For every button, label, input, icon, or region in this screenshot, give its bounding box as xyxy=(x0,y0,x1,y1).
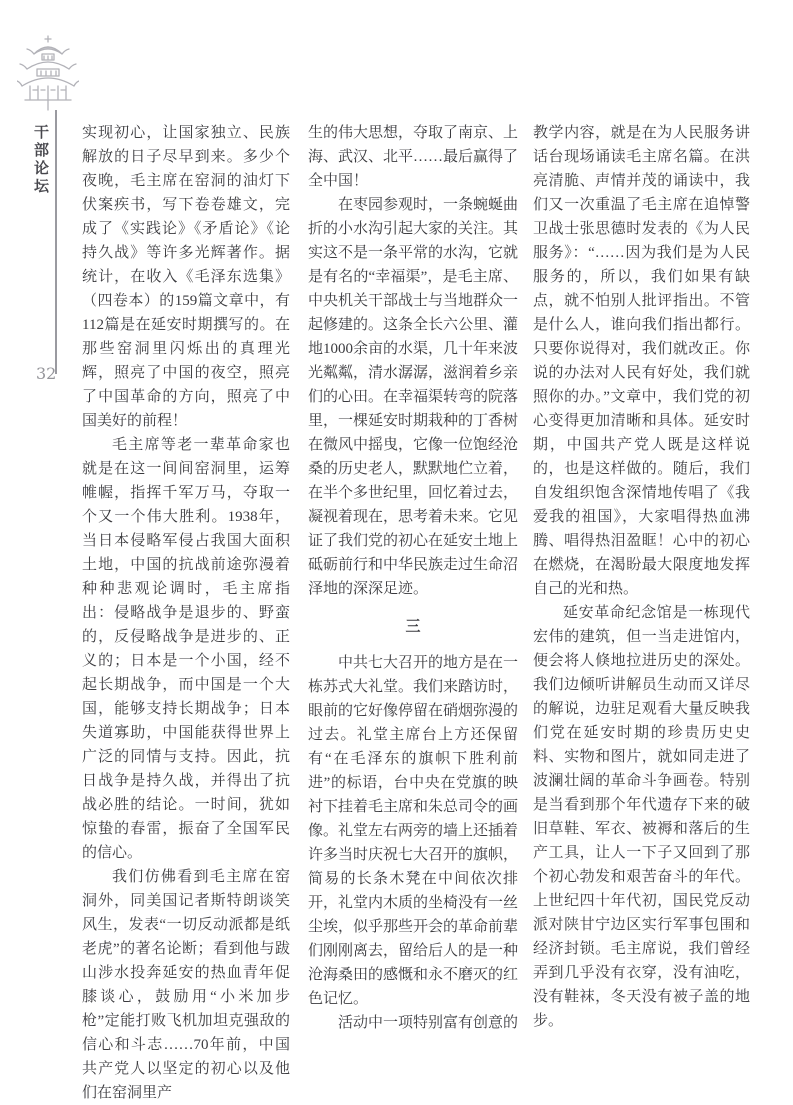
sidebar xyxy=(0,0,80,1077)
paragraph: 活动中一项特别富有创意的 xyxy=(338,1015,519,1031)
paragraph: 生的伟大思想，夺取了南京、上海、武汉、北平……最后赢得了全中国！ xyxy=(308,125,519,189)
paragraph: 中共七大召开的地方是在一栋苏式大礼堂。我们来踏访时，眼前的它好像停留在硝烟弥漫的过去。礼堂主席台上方还保留有“在毛泽东的旗帜下胜利前进”的标语，台中央在党旗的映衬下挂着毛主席和朱总司令的画像。礼堂左右两旁的墙上还插着许多当时庆祝七大召开的旗帜，简易的长条木凳在中间依次排开，礼堂内木质的坐椅没有一丝尘埃，似乎那些开会的革命前辈们刚刚离去，留给后人的是一种沧海桑田的感慨和永不磨灭的红色记忆。 xyxy=(308,655,519,1007)
paragraph: 在枣园参观时，一条蜿蜒曲折的小水沟引起大家的关注。其实这不是一条平常的水沟，它就是有名的“幸福渠”，是毛主席、中央机关干部战士与当地群众一起修建的。这条全长六公里、灌地1000余亩的水渠，几十年来波光粼粼，清水潺潺，滋润着乡亲们的心田。在幸福渠转弯的院落里，一棵延安时期栽种的丁香树在微风中摇曳，它像一位饱经沧桑的历史老人，默默地伫立着，在半个多世纪里，回忆着过去，凝视着现在，思考着未来。它见证了我们党的初心在延安土地上砥砺前行和中华民族走过生命沼泽地的深深足迹。 xyxy=(308,197,519,597)
paragraph: 延安革命纪念馆是一栋现代宏伟的建筑，但一当走进馆内，便会将人倏地拉进历史的深处。我们边倾听讲解员生动而又详尽的解说，边驻足观看大量反映我们党在延安时期的珍贵历史史料、实物和图片，就如同走进了波澜壮阔的革命斗争画卷。特别是当看到那个年代遗存下来的破旧草鞋、军衣、被褥和落后的生产工具，让人一下子又回到了那个初心勃发和艰苦奋斗的年代。上世纪四十年代初，国民党反动派对陕甘宁边区实行军事包围和经济封锁。毛主席说，我们曾经弄到几乎没有衣穿，没有油吃，没有鞋袜，冬天没有被子盖的地步。 xyxy=(533,605,750,1029)
sidebar-divider xyxy=(55,110,57,374)
paragraph: 我们仿佛看到毛主席在窑洞外，同美国记者斯特朗谈笑风生，发表“一切反动派都是纸老虎”的著名论断；看到他与跋山涉水投奔延安的热血青年促膝谈心，鼓励用“小米加步枪”定能打败飞机加坦克强敌的信心和斗志……70年前，中国共产党人以坚定的初心以及他们在窑洞里产 xyxy=(82,869,290,1101)
section-title: 干部论坛 xyxy=(32,124,49,196)
page-number: 32 xyxy=(36,364,57,383)
section-number-heading: 三 xyxy=(405,619,421,635)
paragraph: 实现初心，让国家独立、民族解放的日子尽早到来。多少个夜晚，毛主席在窑洞的油灯下伏案疾书，写下卷卷雄文，完成了《实践论》《矛盾论》《论持久战》等许多光辉著作。据统计，在收入《毛泽东选集》（四卷本）的159篇文章中，有112篇是在延安时期撰写的。在那些窑洞里闪烁出的真理光辉，照亮了中国的夜空，照亮了中国革命的方向，照亮了中国美好的前程！ xyxy=(82,125,290,429)
paragraph: 毛主席等老一辈革命家也就是在这一间间窑洞里，运筹帷幄，指挥千军万马，夺取一个又一个伟大胜利。1938年，当日本侵略军侵占我国大面积土地，中国的抗战前途弥漫着种种悲观论调时，毛主席指出：侵略战争是退步的、野蛮的，反侵略战争是进步的、正义的；日本是一个小国，经不起长期战争，而中国是一个大国，能够支持长期战争；日本失道寡助，中国能获得世界上广泛的同情与支持。因此，抗日战争是持久战，并得出了抗战必胜的结论。一时间，犹如惊蛰的春雷，振奋了全国军民的信心。 xyxy=(82,437,290,861)
paragraph: 教学内容，就是在为人民服务讲话台现场诵读毛主席名篇。在洪亮清脆、声情并茂的诵读中，我们又一次重温了毛主席在追悼警卫战士张思德时发表的《为人民服务》：“……因为我们是为人民服务的，所以，我们如果有缺点，就不怕别人批评指出。不管是什么人，谁向我们指出都行。只要你说得对，我们就改正。你说的办法对人民有好处，我们就照你的办。”文章中，我们党的初心变得更加清晰和具体。延安时期，中国共产党人既是这样说的，也是这样做的。随后，我们自发组织饱含深情地传唱了《我爱我的祖国》，大家唱得热血沸腾、唱得热泪盈眶！心中的初心在燃烧，在渴盼最大限度地发挥自己的光和热。 xyxy=(533,125,750,597)
text-column-1 xyxy=(82,121,290,1105)
text-column-3 xyxy=(533,121,750,1033)
pagoda-icon xyxy=(17,34,79,114)
text-column-2 xyxy=(308,121,518,1035)
